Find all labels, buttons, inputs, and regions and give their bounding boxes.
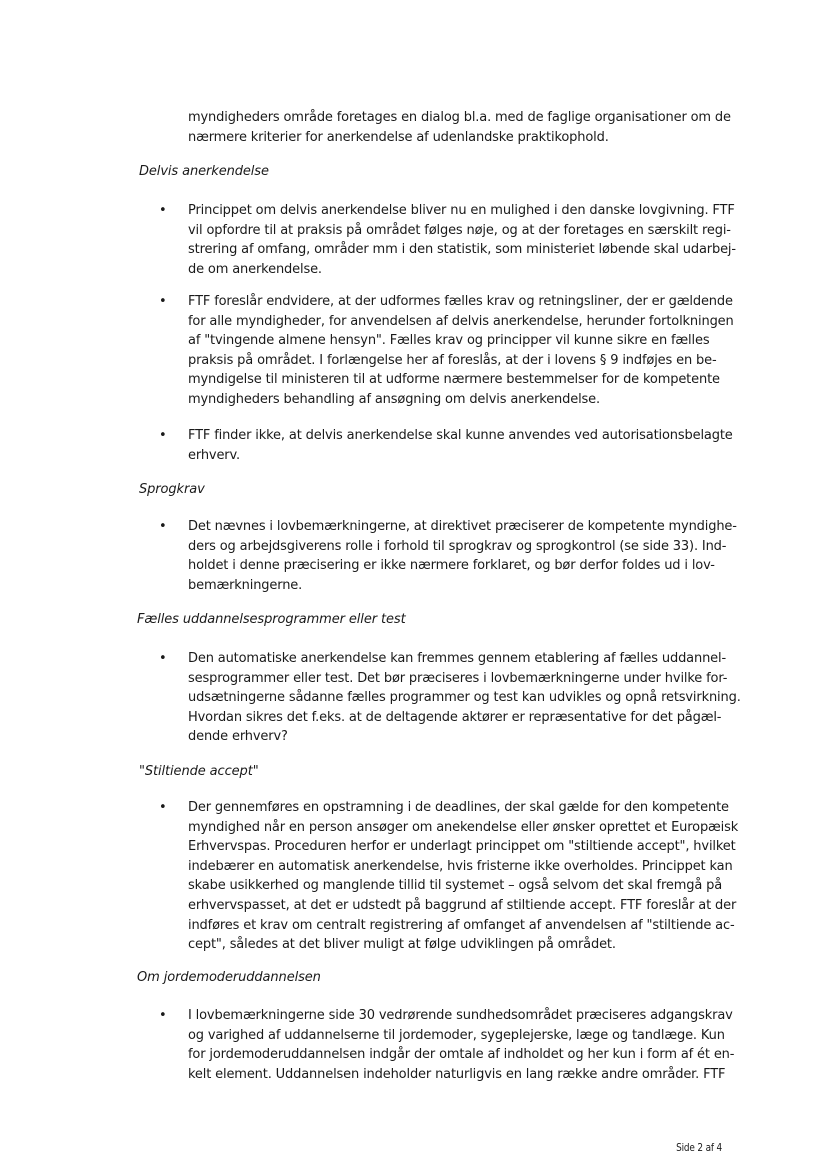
text-line: vil opfordre til at praksis på området følges nøje, og at der foretages en særskilt regi- [188,222,731,238]
bullet-marker: • [159,519,167,534]
text-line: Den automatiske anerkendelse kan fremmes gennem etablering af fælles uddannel- [188,651,727,666]
bullet-marker: • [159,651,167,666]
text-line: ders og arbejdsgiverens rolle i forhold til sprogkrav og sprogkontrol (se side 33). Ind- [188,538,727,554]
text-line: de om anerkendelse. [188,261,322,277]
text-line: indebærer en automatisk anerkendelse, hvis fristerne ikke overholdes. Princippet kan [188,858,733,874]
text-line: myndigelse til ministeren til at udforme nærmere bestemmelser for de kompetente [188,372,720,388]
bullet-paragraph [188,201,736,279]
intro-paragraph [188,108,731,147]
text-line: Princippet om delvis anerkendelse bliver nu en mulighed i den danske lovgivning. FTF [188,203,735,218]
text-line: cept", således at det bliver muligt at følge udviklingen på området. [188,937,616,953]
page-number: Side 2 af 4 [676,1142,722,1154]
text-line: for jordemoderuddannelsen indgår der omtale af indholdet og her kun i form af ét en- [188,1047,735,1063]
text-line: Det nævnes i lovbemærkningerne, at direktivet præciserer de kompetente myndighe- [188,519,737,534]
text-line: Hvordan sikres det f.eks. at de deltagende aktører er repræsentative for det pågæl- [188,709,722,725]
bullet-marker: • [159,203,167,218]
text-line: og varighed af uddannelserne til jordemoder, sygeplejerske, læge og tandlæge. Kun [188,1027,725,1043]
text-line: dende erhverv? [188,729,288,745]
text-line: I lovbemærkningerne side 30 vedrørende sundhedsområdet præciseres adgangskrav [188,1008,733,1023]
bullet-paragraph [188,517,737,595]
text-line: indføres et krav om centralt registrering af omfanget af anvendelsen af "stiltiende ac- [188,917,735,933]
bullet-marker: • [159,428,167,443]
text-line: erhverv. [188,447,241,463]
section-heading-jordemoderuddannelsen: Om jordemoderuddannelsen [137,970,321,985]
bullet-marker: • [159,800,167,815]
section-heading-faelles-uddannelsesprogrammer: Fælles uddannelsesprogrammer eller test [137,612,406,627]
text-line: udsætningerne sådanne fælles programmer og test kan udvikles og opnå retsvirkning. [188,690,741,706]
bullet-marker: • [159,1008,167,1023]
text-line: Der gennemføres en opstramning i de deadlines, der skal gælde for den kompetente [188,800,729,815]
section-heading-delvis-anerkendelse: Delvis anerkendelse [139,164,269,179]
section-heading-sprogkrav: Sprogkrav [139,482,205,497]
text-line: FTF foreslår endvidere, at der udformes fælles krav og retningsliner, der er gældende [188,294,733,309]
text-line: af "tvingende almene hensyn". Fælles krav og principper vil kunne sikre en fælles [188,333,710,349]
text-line: sesprogrammer eller test. Det bør præciseres i lovbemærkningerne under hvilke for- [188,670,728,686]
bullet-paragraph [188,798,738,955]
section-heading-stiltiende-accept: "Stiltiende accept" [139,764,259,779]
text-line: strering af omfang, områder mm i den statistik, som ministeriet løbende skal udarbej- [188,242,736,258]
text-line: FTF finder ikke, at delvis anerkendelse skal kunne anvendes ved autorisationsbelagte [188,428,733,443]
bullet-paragraph [188,292,734,410]
bullet-paragraph [188,1006,734,1084]
text-line: praksis på området. I forlængelse her af foreslås, at der i lovens § 9 indføjes en be- [188,352,717,368]
bullet-paragraph [188,426,733,465]
text-line: bemærkningerne. [188,577,303,593]
text-line: kelt element. Uddannelsen indeholder naturligvis en lang række andre områder. FTF [188,1066,726,1082]
bullet-marker: • [159,294,167,309]
text-line: Erhvervspas. Proceduren herfor er underlagt princippet om "stiltiende accept", hvilket [188,839,736,855]
text-line: skabe usikkerhed og manglende tillid til systemet – også selvom det skal fremgå på [188,878,723,894]
text-line: nærmere kriterier for anerkendelse af udenlandske praktikophold. [188,129,609,145]
text-line: myndighed når en person ansøger om anekendelse eller ønsker oprettet et Europæisk [188,819,739,835]
text-line: holdet i denne præcisering er ikke nærmere forklaret, og bør derfor foldes ud i lov- [188,558,715,574]
text-line: erhvervspasset, at det er udstedt på baggrund af stiltiende accept. FTF foreslår at der [188,897,737,913]
bullet-paragraph [188,649,741,747]
text-line: myndigheders område foretages en dialog bl.a. med de faglige organisationer om de [188,110,731,125]
text-line: myndigheders behandling af ansøgning om delvis anerkendelse. [188,391,601,407]
text-line: for alle myndigheder, for anvendelsen af delvis anerkendelse, herunder fortolkningen [188,313,734,329]
